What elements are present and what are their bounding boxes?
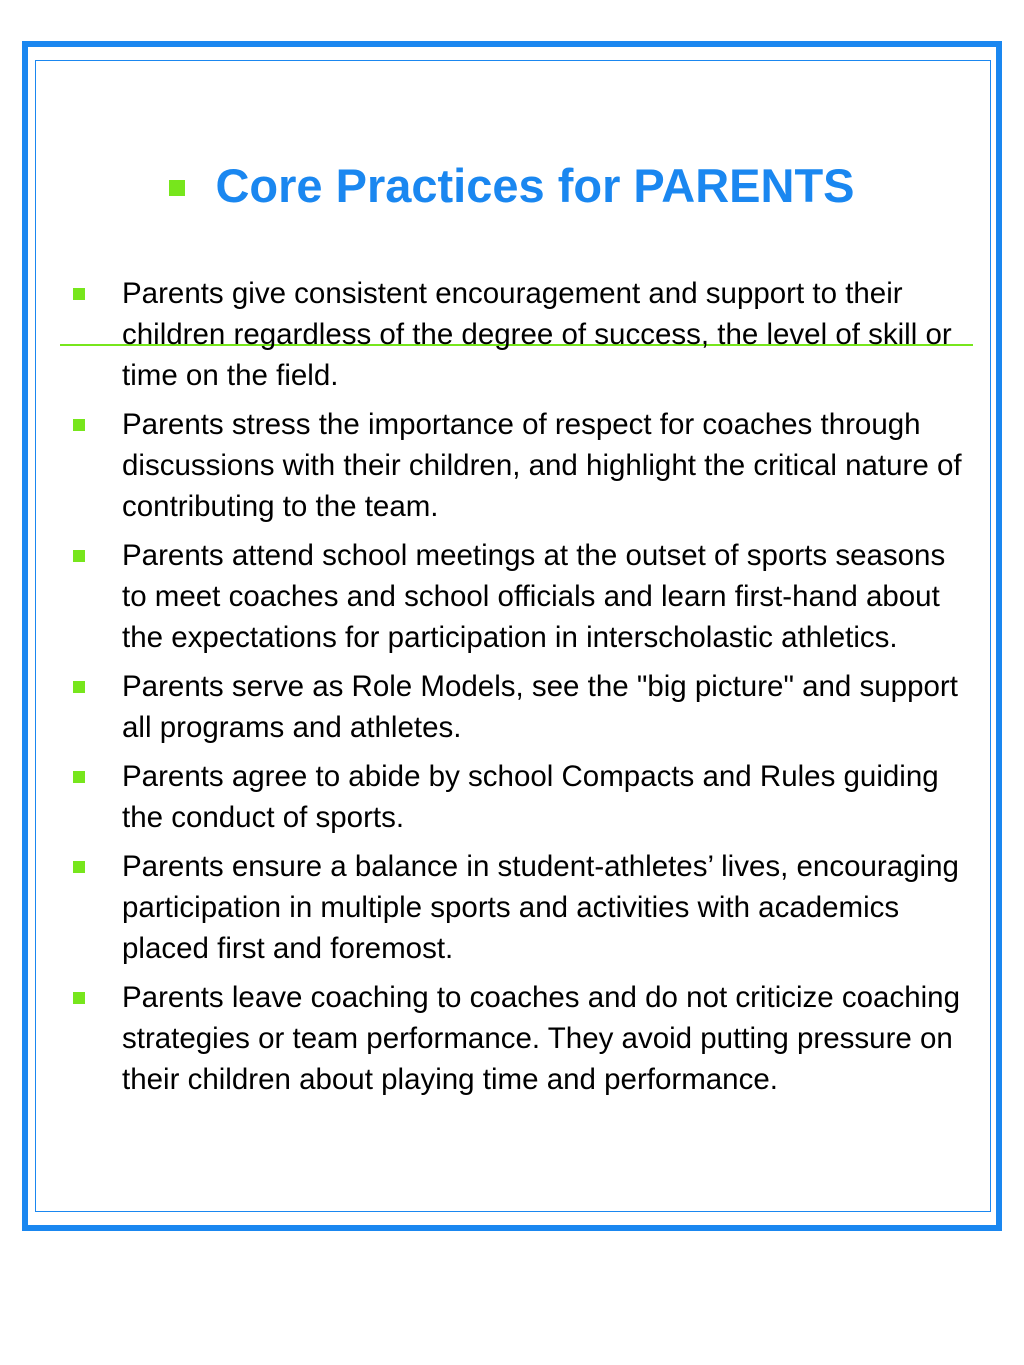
bullet-text: Parents stress the importance of respect for coaches through discussions with their children, and highlight the critical nature of contributing to the team. (122, 408, 962, 523)
square-bullet-icon (73, 992, 85, 1004)
bullet-text: Parents serve as Role Models, see the "big picture" and support all programs and athletes. (122, 670, 958, 744)
square-bullet-icon (73, 771, 85, 783)
square-bullet-icon (73, 681, 85, 693)
list-item (73, 977, 963, 1100)
bullet-text: Parents give consistent encouragement and support to their children regardless of the degree of success, the level of skill or time on the field. (122, 277, 952, 392)
bullet-list (73, 273, 963, 1108)
title-bullet-icon (169, 180, 185, 196)
bullet-text: Parents ensure a balance in student-athletes’ lives, encouraging participation in multiple sports and activities with academics placed first and foremost. (122, 850, 959, 965)
list-item (73, 535, 963, 658)
square-bullet-icon (73, 861, 85, 873)
bullet-text: Parents attend school meetings at the outset of sports seasons to meet coaches and school officials and learn first-hand about the expectations for participation in interscholastic athletics. (122, 539, 946, 654)
square-bullet-icon (73, 288, 85, 300)
slide-title-row (0, 158, 1024, 214)
list-item (73, 404, 963, 527)
list-item (73, 756, 963, 838)
square-bullet-icon (73, 550, 85, 562)
list-item (73, 846, 963, 969)
list-item (73, 273, 963, 396)
slide-title: Core Practices for PARENTS (215, 159, 855, 212)
bullet-text: Parents agree to abide by school Compacts and Rules guiding the conduct of sports. (122, 760, 939, 834)
square-bullet-icon (73, 419, 85, 431)
list-item (73, 666, 963, 748)
bullet-text: Parents leave coaching to coaches and do not criticize coaching strategies or team performance. They avoid putting pressure on their children about playing time and performance. (122, 981, 960, 1096)
